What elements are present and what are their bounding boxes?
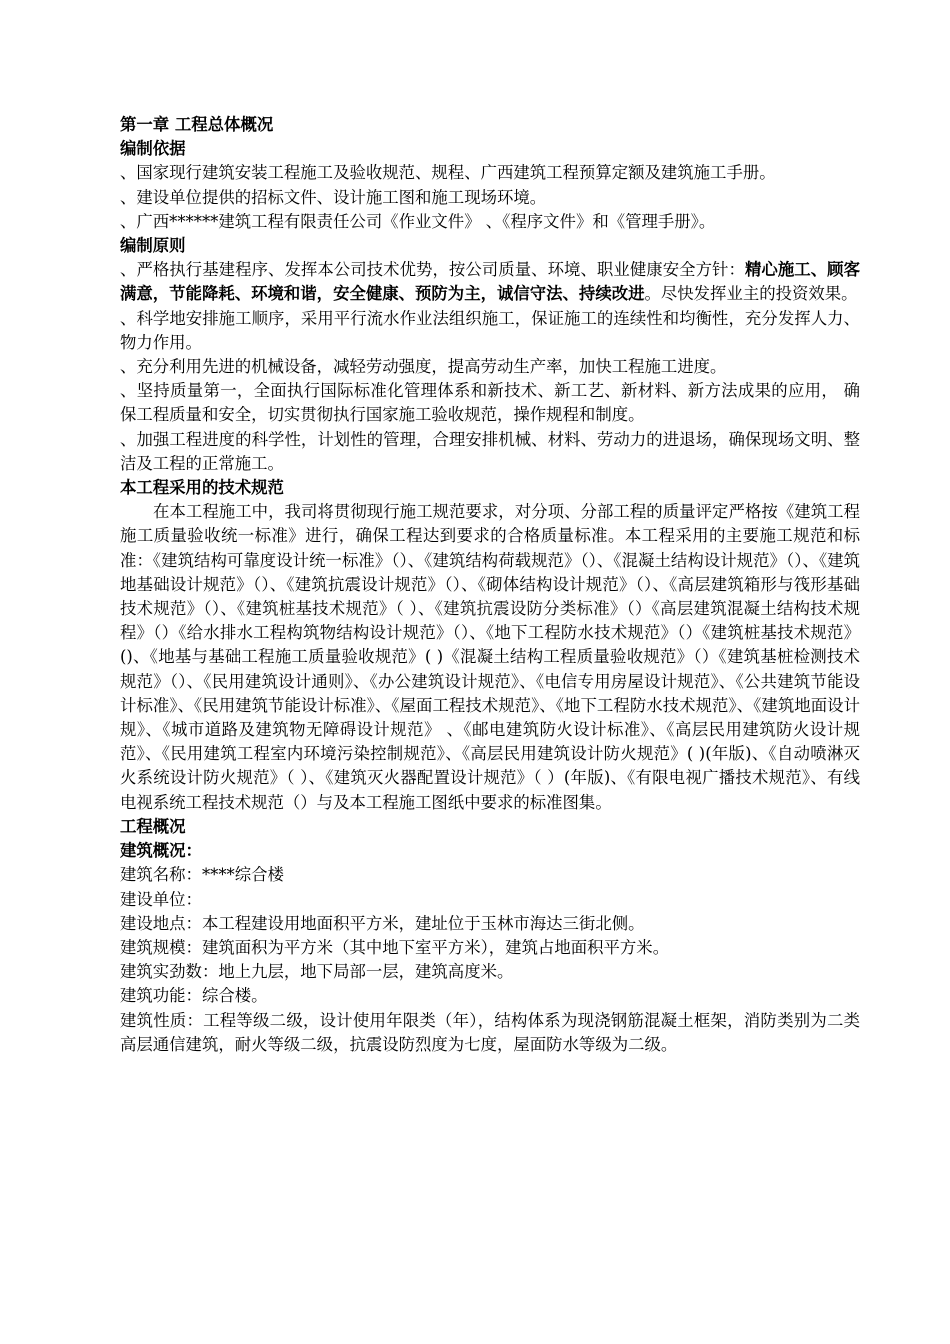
section-heading-basis: 编制依据 xyxy=(120,139,186,159)
principle-item-4: 、坚持质量第一，全面执行国际标准化管理体系和新技术、新工艺、新材料、新方法成果的应用， 确保工程质量和安全，切实贯彻执行国家施工验收规范，操作规程和制度。 xyxy=(120,381,860,425)
principle-item-1 xyxy=(120,258,860,306)
overview-item-floors: 建筑实劲数：地上九层，地下局部一层，建筑高度米。 xyxy=(120,962,514,982)
basis-item-2: 、建设单位提供的招标文件、设计施工图和施工现场环境。 xyxy=(120,187,547,207)
principle-item-3: 、充分利用先进的机械设备，减轻劳动强度，提高劳动生产率，加快工程施工进度。 xyxy=(120,357,727,377)
principle-item-5: 、加强工程进度的科学性，计划性的管理，合理安排机械、材料、劳动力的进退场，确保现场文明、整洁及工程的正常施工。 xyxy=(120,429,860,473)
basis-item-3: 、广西******建筑工程有限责任公司《作业文件》 、《程序文件》和《管理手册》。 xyxy=(120,211,716,231)
principle-item-1-lead: 、严格执行基建程序、发挥本公司技术优势，按公司质量、环境、职业健康安全方针： xyxy=(120,260,745,280)
overview-item-nature: 建筑性质：工程等级二级，设计使用年限类（年），结构体系为现浇钢筋混凝土框架，消防类别为二类高层通信建筑，耐火等级二级，抗震设防烈度为七度，屋面防水等级为二级。 xyxy=(120,1010,860,1054)
document-page xyxy=(120,113,860,1057)
principle-item-1-tail: 。尽快发挥业主的投资效果。 xyxy=(644,284,858,304)
principle-item-2: 、科学地安排施工顺序，采用平行流水作业法组织施工，保证施工的连续性和均衡性，充分发挥人力、物力作用。 xyxy=(120,308,860,352)
overview-item-function: 建筑功能：综合楼。 xyxy=(120,986,268,1006)
section-heading-principles: 编制原则 xyxy=(120,236,186,256)
section-heading-overview: 工程概况 xyxy=(120,816,186,836)
principle-item-1-motto: 精心施工、顾客满意，节能降耗、环境和谐，安全健康、预防为主，诚信守法、持续改进 xyxy=(120,260,861,304)
overview-item-owner: 建设单位： xyxy=(120,889,202,909)
basis-item-1: 、国家现行建筑安装工程施工及验收规范、规程、广西建筑工程预算定额及建筑施工手册。 xyxy=(120,163,776,183)
chapter-title: 第一章 工程总体概况 xyxy=(120,115,274,134)
standards-paragraph: 在本工程施工中，我司将贯彻现行施工规范要求，对分项、分部工程的质量评定严格按《建筑工程施工质量验收统一标准》进行，确保工程达到要求的合格质量标准。本工程采用的主要施工规范和标准：《建筑结构可靠度设计统一标准》（）、《建筑结构荷载规范》（）、《混凝土结构设计规范》（）、《建筑地基础设计规范》（）、《建筑抗震设计规范》（）、《砌体结构设计规范》（）、《高层建筑箱形与筏形基础技术规范》（）、《建筑桩基技术规范》（ ）、《建筑抗震设防分类标准》（）《高层建筑混凝土结构技术规程》（）《给水排水工程构筑物结构设计规范》（）、《地下工程防水技术规范》（）《建筑桩基技术规范》()、《地基与基础工程施工质量验收规范》( )《混凝土结构工程质量验收规范》（）《建筑基桩检测技术规范》（）、《民用建筑设计通则》、《办公建筑设计规范》、《电信专用房屋设计规范》、《公共建筑节能设计标准》、《民用建筑节能设计标准》、《屋面工程技术规范》、《地下工程防水技术规范》、《建筑地面设计规》、《城市道路及建筑物无障碍设计规范》 、《邮电建筑防火设计标准》、《高层民用建筑防火设计规范》、《民用建筑工程室内环境污染控制规范》、《高层民用建筑设计防火规范》( )(年版)、《自动喷淋灭火系统设计防火规范》（ ）、《建筑灭火器配置设计规范》（ ）(年版)、《有限电视广播技术规范》、有线电视系统工程技术规范（）与及本工程施工图纸中要求的标准图集。 xyxy=(120,502,860,812)
overview-item-name: 建筑名称：****综合楼 xyxy=(120,865,284,885)
subheading-building-overview: 建筑概况： xyxy=(120,841,202,861)
overview-item-location: 建设地点：本工程建设用地面积平方米，建址位于玉林市海达三街北侧。 xyxy=(120,913,645,933)
section-heading-standards: 本工程采用的技术规范 xyxy=(120,478,284,498)
overview-item-scale: 建筑规模：建筑面积为平方米（其中地下室平方米），建筑占地面积平方米。 xyxy=(120,937,670,957)
